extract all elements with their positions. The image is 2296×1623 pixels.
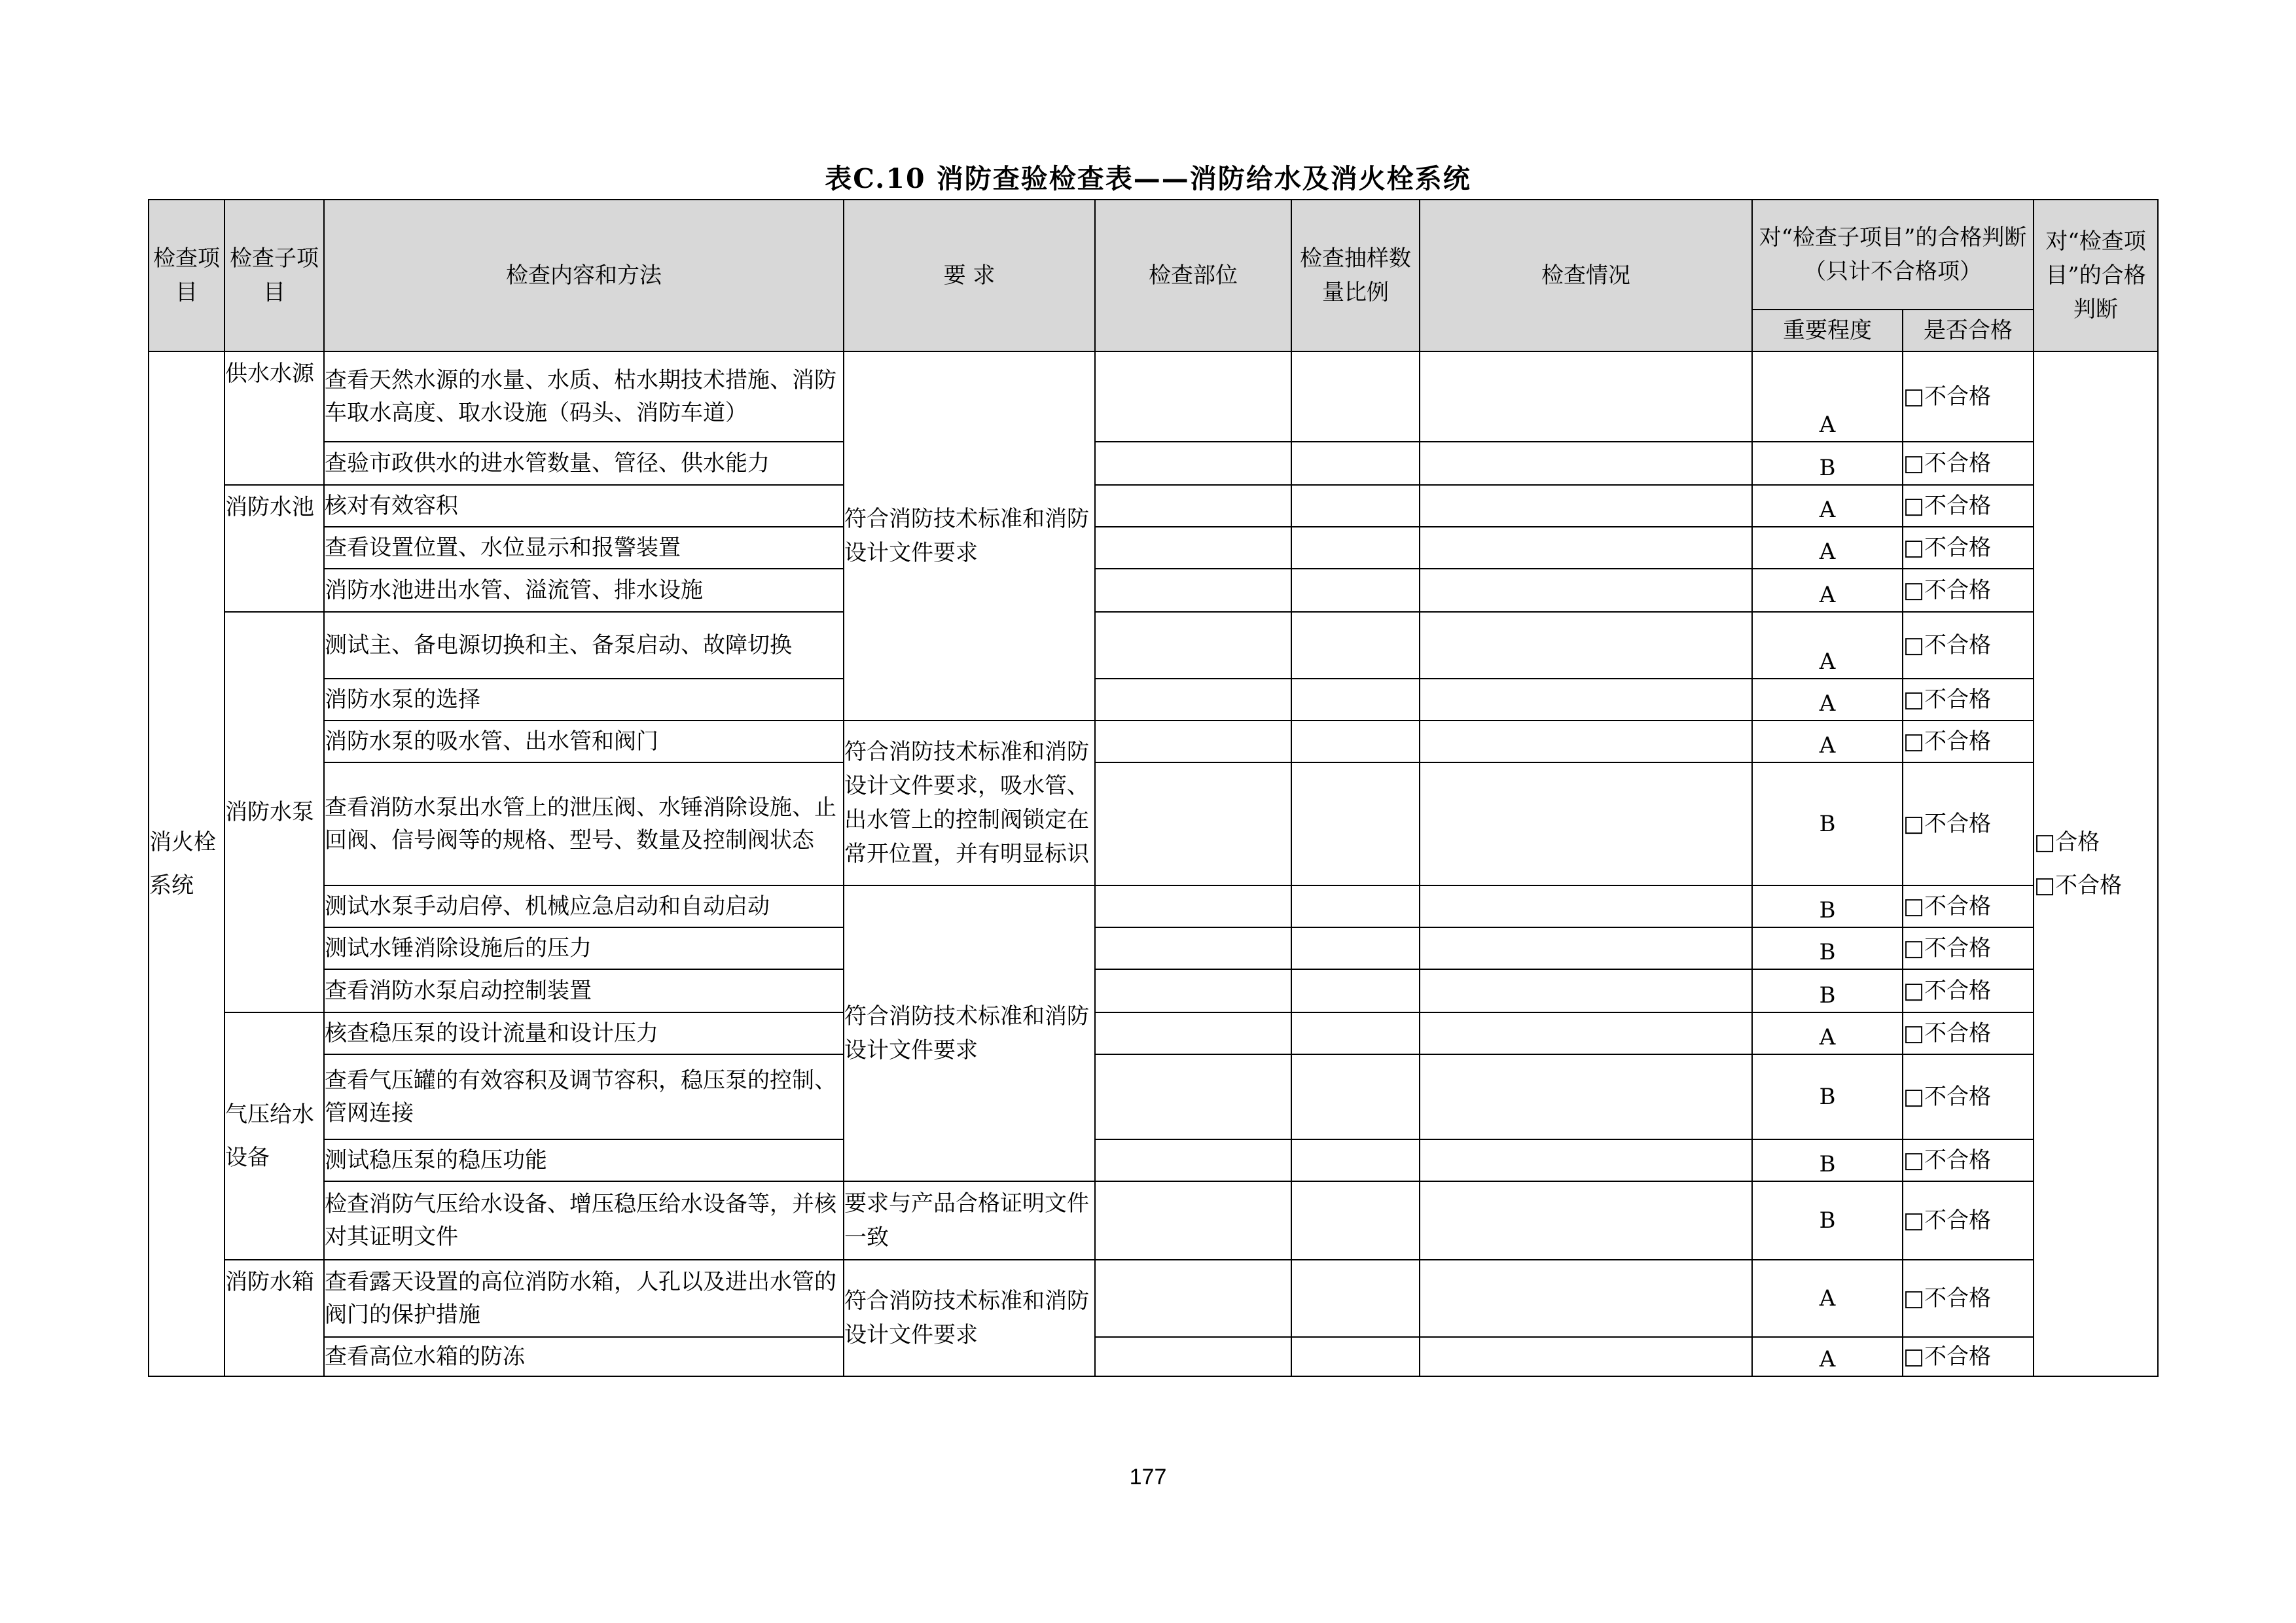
row-content: 测试主、备电源切换和主、备泵启动、故障切换 <box>324 612 844 679</box>
fail-checkbox[interactable]: □不合格 <box>1903 762 2034 885</box>
row-content: 查看消防水泵出水管上的泄压阀、水锤消除设施、止回阀、信号阀等的规格、型号、数量及控制阀状态 <box>324 762 844 885</box>
importance-level: A <box>1752 679 1903 721</box>
importance-level: B <box>1752 442 1903 485</box>
status-cell[interactable] <box>1420 885 1752 927</box>
fail-checkbox[interactable]: □不合格 <box>1903 927 2034 969</box>
sample-ratio-cell[interactable] <box>1291 351 1420 442</box>
status-cell[interactable] <box>1420 527 1752 569</box>
row-content: 消防水泵的吸水管、出水管和阀门 <box>324 721 844 762</box>
table-row <box>149 569 2158 612</box>
importance-level: A <box>1752 1012 1903 1054</box>
location-cell[interactable] <box>1095 679 1291 721</box>
importance-level: A <box>1752 1260 1903 1337</box>
item-fail-checkbox[interactable]: □不合格 <box>2034 872 2123 899</box>
status-cell[interactable] <box>1420 1139 1752 1181</box>
fail-checkbox[interactable]: □不合格 <box>1903 351 2034 442</box>
sub-item-fire-pool: 消防水池 <box>224 485 324 612</box>
table-row <box>149 485 2158 527</box>
location-cell[interactable] <box>1095 969 1291 1012</box>
row-content: 查看设置位置、水位显示和报警装置 <box>324 527 844 569</box>
fail-checkbox[interactable]: □不合格 <box>1903 1139 2034 1181</box>
importance-level: A <box>1752 527 1903 569</box>
status-cell[interactable] <box>1420 1337 1752 1376</box>
table-row <box>149 885 2158 927</box>
table-row <box>149 612 2158 679</box>
header-item-judgement: 对“检查项目”的合格判断 <box>2034 200 2158 351</box>
sample-ratio-cell[interactable] <box>1291 442 1420 485</box>
sample-ratio-cell[interactable] <box>1291 485 1420 527</box>
header-importance: 重要程度 <box>1752 310 1903 351</box>
header-item: 检查项目 <box>149 200 224 351</box>
status-cell[interactable] <box>1420 721 1752 762</box>
location-cell[interactable] <box>1095 569 1291 612</box>
requirement-text: 要求与产品合格证明文件一致 <box>844 1181 1095 1260</box>
table-row <box>149 1181 2158 1260</box>
importance-level: A <box>1752 485 1903 527</box>
location-cell[interactable] <box>1095 485 1291 527</box>
fail-checkbox[interactable]: □不合格 <box>1903 1260 2034 1337</box>
status-cell[interactable] <box>1420 927 1752 969</box>
importance-level: A <box>1752 1337 1903 1376</box>
table-row <box>149 1260 2158 1337</box>
sample-ratio-cell[interactable] <box>1291 569 1420 612</box>
fail-checkbox[interactable]: □不合格 <box>1903 1012 2034 1054</box>
table-row <box>149 527 2158 569</box>
sub-item-fire-pump: 消防水泵 <box>224 612 324 1012</box>
row-content: 测试稳压泵的稳压功能 <box>324 1139 844 1181</box>
table-row <box>149 1012 2158 1054</box>
item-name: 消火栓系统 <box>149 351 224 1376</box>
status-cell[interactable] <box>1420 351 1752 442</box>
sample-ratio-cell[interactable] <box>1291 762 1420 885</box>
fail-checkbox[interactable]: □不合格 <box>1903 1054 2034 1139</box>
table-row <box>149 927 2158 969</box>
row-content: 消防水池进出水管、溢流管、排水设施 <box>324 569 844 612</box>
location-cell[interactable] <box>1095 762 1291 885</box>
sub-item-water-source: 供水水源 <box>224 351 324 485</box>
item-judgement-cell <box>2034 351 2158 1376</box>
table-row <box>149 762 2158 885</box>
sample-ratio-cell[interactable] <box>1291 969 1420 1012</box>
importance-level: B <box>1752 969 1903 1012</box>
row-content: 查看露天设置的高位消防水箱，人孔以及进出水管的阀门的保护措施 <box>324 1260 844 1337</box>
status-cell[interactable] <box>1420 1260 1752 1337</box>
importance-level: B <box>1752 1054 1903 1139</box>
inspection-table <box>148 199 2159 1377</box>
row-content: 查看气压罐的有效容积及调节容积，稳压泵的控制、管网连接 <box>324 1054 844 1139</box>
sub-item-fire-tank: 消防水箱 <box>224 1260 324 1376</box>
status-cell[interactable] <box>1420 1012 1752 1054</box>
fail-checkbox[interactable]: □不合格 <box>1903 612 2034 679</box>
status-cell[interactable] <box>1420 442 1752 485</box>
fail-checkbox[interactable]: □不合格 <box>1903 485 2034 527</box>
sample-ratio-cell[interactable] <box>1291 1181 1420 1260</box>
table-row <box>149 679 2158 721</box>
table-row <box>149 969 2158 1012</box>
pass-checkbox[interactable]: □合格 <box>2034 829 2100 855</box>
fail-checkbox[interactable]: □不合格 <box>1903 721 2034 762</box>
sample-ratio-cell[interactable] <box>1291 1054 1420 1139</box>
importance-level: A <box>1752 721 1903 762</box>
location-cell[interactable] <box>1095 885 1291 927</box>
location-cell[interactable] <box>1095 1181 1291 1260</box>
location-cell[interactable] <box>1095 1054 1291 1139</box>
importance-level: A <box>1752 569 1903 612</box>
location-cell[interactable] <box>1095 612 1291 679</box>
row-content: 核对有效容积 <box>324 485 844 527</box>
location-cell[interactable] <box>1095 527 1291 569</box>
fail-checkbox[interactable]: □不合格 <box>1903 1337 2034 1376</box>
sample-ratio-cell[interactable] <box>1291 1337 1420 1376</box>
row-content: 查看消防水泵启动控制装置 <box>324 969 844 1012</box>
table-row <box>149 1139 2158 1181</box>
status-cell[interactable] <box>1420 569 1752 612</box>
status-cell[interactable] <box>1420 969 1752 1012</box>
fail-checkbox[interactable]: □不合格 <box>1903 1181 2034 1260</box>
location-cell[interactable] <box>1095 1139 1291 1181</box>
status-cell[interactable] <box>1420 1181 1752 1260</box>
header-sample-ratio: 检查抽样数量比例 <box>1291 200 1420 351</box>
location-cell[interactable] <box>1095 351 1291 442</box>
sample-ratio-cell[interactable] <box>1291 927 1420 969</box>
row-content: 查看天然水源的水量、水质、枯水期技术措施、消防车取水高度、取水设施（码头、消防车道） <box>324 351 844 442</box>
requirement-text: 符合消防技术标准和消防设计文件要求 <box>844 885 1095 1181</box>
table-row <box>149 442 2158 485</box>
row-content: 核查稳压泵的设计流量和设计压力 <box>324 1012 844 1054</box>
row-content: 测试水泵手动启停、机械应急启动和自动启动 <box>324 885 844 927</box>
status-cell[interactable] <box>1420 1054 1752 1139</box>
importance-level: B <box>1752 1181 1903 1260</box>
fail-checkbox[interactable]: □不合格 <box>1903 885 2034 927</box>
status-cell[interactable] <box>1420 679 1752 721</box>
sample-ratio-cell[interactable] <box>1291 1260 1420 1337</box>
sample-ratio-cell[interactable] <box>1291 721 1420 762</box>
requirement-text: 符合消防技术标准和消防设计文件要求 <box>844 351 1095 721</box>
row-content: 查验市政供水的进水管数量、管径、供水能力 <box>324 442 844 485</box>
location-cell[interactable] <box>1095 927 1291 969</box>
page-number: 177 <box>1129 1465 1167 1489</box>
importance-level: A <box>1752 351 1903 442</box>
importance-level: A <box>1752 612 1903 679</box>
location-cell[interactable] <box>1095 721 1291 762</box>
location-cell[interactable] <box>1095 1260 1291 1337</box>
table-row <box>149 1054 2158 1139</box>
header-content: 检查内容和方法 <box>324 200 844 351</box>
table-row <box>149 1337 2158 1376</box>
importance-level: B <box>1752 1139 1903 1181</box>
fail-checkbox[interactable]: □不合格 <box>1903 969 2034 1012</box>
requirement-text: 符合消防技术标准和消防设计文件要求，吸水管、出水管上的控制阀锁定在常开位置，并有明显标识 <box>844 721 1095 885</box>
fail-checkbox[interactable]: □不合格 <box>1903 442 2034 485</box>
status-cell[interactable] <box>1420 762 1752 885</box>
row-content: 消防水泵的选择 <box>324 679 844 721</box>
header-sub-judgement: 对“检查子项目”的合格判断（只计不合格项） <box>1752 200 2034 310</box>
status-cell[interactable] <box>1420 612 1752 679</box>
sample-ratio-cell[interactable] <box>1291 527 1420 569</box>
importance-level: B <box>1752 927 1903 969</box>
status-cell[interactable] <box>1420 485 1752 527</box>
table-row <box>149 351 2158 442</box>
header-is-pass: 是否合格 <box>1903 310 2034 351</box>
header-location: 检查部位 <box>1095 200 1291 351</box>
requirement-text: 符合消防技术标准和消防设计文件要求 <box>844 1260 1095 1376</box>
importance-level: B <box>1752 762 1903 885</box>
table-title: 表C.10 消防查验检查表——消防给水及消火栓系统 <box>825 163 1471 194</box>
header-status: 检查情况 <box>1420 200 1752 351</box>
sample-ratio-cell[interactable] <box>1291 1012 1420 1054</box>
fail-checkbox[interactable]: □不合格 <box>1903 569 2034 612</box>
header-sub-item: 检查子项目 <box>224 200 324 351</box>
row-content: 检查消防气压给水设备、增压稳压给水设备等，并核对其证明文件 <box>324 1181 844 1260</box>
location-cell[interactable] <box>1095 442 1291 485</box>
location-cell[interactable] <box>1095 1337 1291 1376</box>
row-content: 查看高位水箱的防冻 <box>324 1337 844 1376</box>
fail-checkbox[interactable]: □不合格 <box>1903 679 2034 721</box>
fail-checkbox[interactable]: □不合格 <box>1903 527 2034 569</box>
sample-ratio-cell[interactable] <box>1291 885 1420 927</box>
location-cell[interactable] <box>1095 1012 1291 1054</box>
sample-ratio-cell[interactable] <box>1291 1139 1420 1181</box>
sample-ratio-cell[interactable] <box>1291 612 1420 679</box>
header-requirement: 要 求 <box>844 200 1095 351</box>
table-row <box>149 721 2158 762</box>
sub-item-pressure-supply: 气压给水设备 <box>224 1012 324 1260</box>
sample-ratio-cell[interactable] <box>1291 679 1420 721</box>
row-content: 测试水锤消除设施后的压力 <box>324 927 844 969</box>
importance-level: B <box>1752 885 1903 927</box>
